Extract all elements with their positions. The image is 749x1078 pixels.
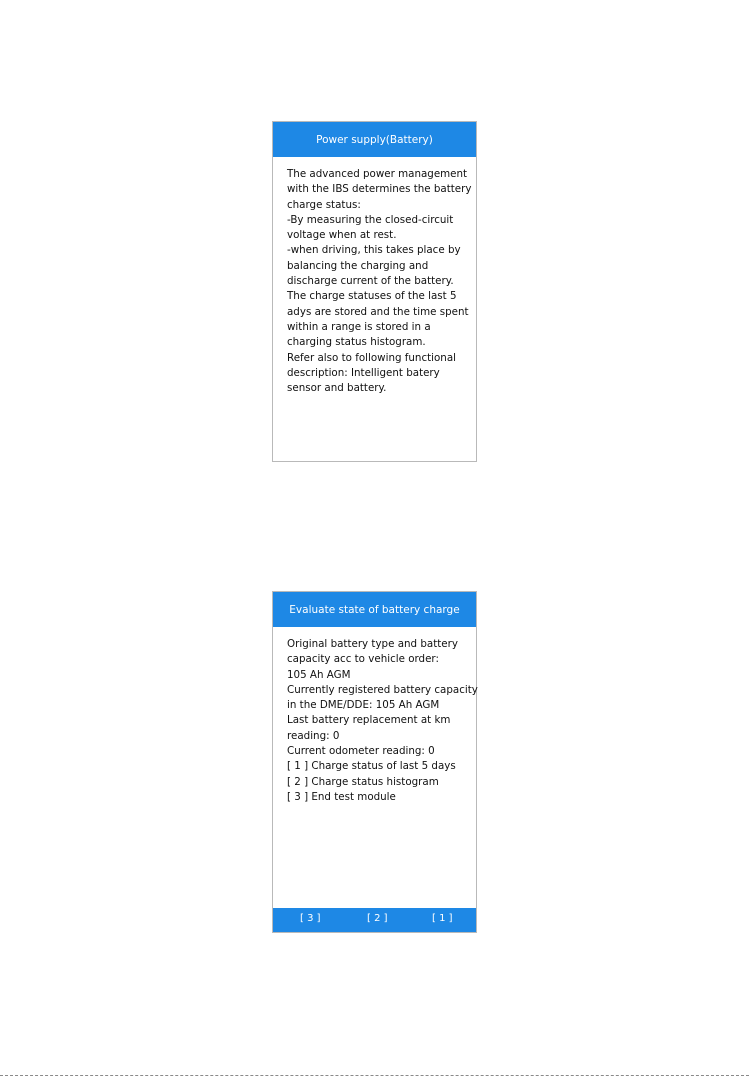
info-line: balancing the charging and — [287, 259, 429, 272]
info-text — [273, 627, 476, 805]
info-line: adys are stored and the time spent — [287, 305, 469, 318]
info-line: in the DME/DDE: 105 Ah AGM — [287, 699, 440, 712]
info-line: Original battery type and battery — [287, 638, 458, 650]
softkey-1-button[interactable]: [ 1 ] — [432, 913, 453, 924]
info-line: Current odometer reading: 0 — [287, 745, 435, 758]
info-line: Last battery replacement at km — [287, 714, 451, 727]
menu-option-charge-status[interactable]: [ 1 ] Charge status of last 5 days — [287, 760, 456, 773]
info-line: Currently registered battery capacity — [287, 683, 478, 696]
info-line: discharge current of the battery. — [287, 275, 454, 288]
page-footer-rule — [0, 1075, 749, 1076]
softkey-2-button[interactable]: [ 2 ] — [367, 913, 388, 924]
info-line: The advanced power management — [287, 168, 468, 180]
info-text — [273, 157, 476, 396]
info-line: charge status: — [287, 198, 361, 211]
screen-title: Power supply(Battery) — [273, 122, 476, 157]
menu-option-end-test[interactable]: [ 3 ] End test module — [287, 790, 396, 803]
info-line: with the IBS determines the battery — [287, 183, 472, 196]
menu-option-histogram[interactable]: [ 2 ] Charge status histogram — [287, 775, 439, 788]
info-line: reading: 0 — [287, 729, 340, 742]
info-line: capacity acc to vehicle order: — [287, 653, 439, 666]
battery-charge-screen — [272, 591, 477, 933]
info-line: description: Intelligent batery — [287, 366, 440, 379]
info-line: sensor and battery. — [287, 382, 387, 395]
info-line: charging status histogram. — [287, 336, 426, 349]
screen-title: Evaluate state of battery charge — [273, 592, 476, 627]
power-supply-screen — [272, 121, 477, 462]
info-line: voltage when at rest. — [287, 229, 397, 242]
info-line: -By measuring the closed-circuit — [287, 213, 454, 226]
info-line: within a range is stored in a — [287, 320, 431, 333]
info-line: Refer also to following functional — [287, 351, 457, 364]
softkey-3-button[interactable]: [ 3 ] — [300, 913, 321, 924]
info-line: 105 Ah AGM — [287, 668, 351, 681]
info-line: The charge statuses of the last 5 — [287, 290, 457, 303]
info-line: -when driving, this takes place by — [287, 244, 461, 257]
softkey-bar — [273, 908, 476, 932]
